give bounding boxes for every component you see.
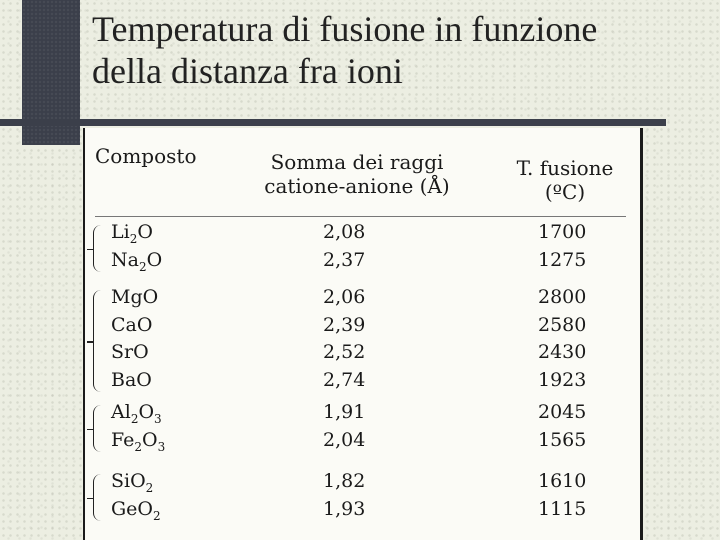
formula-element: O — [136, 368, 152, 391]
formula-element: Li — [111, 221, 130, 243]
title-rule — [0, 119, 666, 126]
header-divider — [95, 216, 626, 217]
formula-element: Al — [111, 401, 131, 423]
formula-subscript: 2 — [145, 480, 154, 495]
formula-subscript: 2 — [138, 259, 147, 274]
formula-subscript: 3 — [154, 411, 162, 426]
formula-subscript: 2 — [130, 411, 139, 426]
melting-temp-value: 1923 — [538, 368, 587, 391]
melting-temp-value: 1610 — [538, 470, 587, 492]
table-row — [93, 221, 633, 248]
table-row — [93, 369, 633, 396]
melting-temp-value: 2045 — [538, 401, 587, 423]
table-row — [93, 429, 633, 456]
table-row — [93, 498, 633, 525]
radius-sum-value: 2,04 — [323, 428, 366, 451]
formula-element: O — [142, 286, 159, 308]
table-row — [93, 470, 633, 497]
formula-element: Sr — [111, 341, 134, 363]
compound-group — [93, 286, 633, 396]
formula-subscript: 3 — [157, 439, 166, 454]
melting-point-table — [83, 128, 643, 540]
radius-sum-value: 2,52 — [323, 341, 366, 363]
formula-element: Ca — [111, 313, 137, 336]
formula-element: O — [138, 401, 155, 423]
formula-element: O — [133, 341, 149, 363]
melting-temp-value: 2800 — [538, 286, 587, 308]
header-radius-sum-line-2: catione-anione (Å) — [264, 174, 450, 198]
radius-sum-value: 1,82 — [323, 470, 366, 492]
compound-formula — [111, 221, 153, 246]
melting-temp-value: 1115 — [538, 497, 587, 520]
table-row — [93, 249, 633, 276]
compound-formula — [111, 498, 161, 523]
melting-temp-value: 1565 — [538, 428, 587, 451]
radius-sum-value: 1,93 — [323, 497, 366, 520]
formula-element: Fe — [111, 428, 135, 451]
header-melting-temp — [505, 156, 625, 204]
compound-group — [93, 470, 633, 525]
compound-formula — [111, 314, 152, 339]
table-row — [93, 341, 633, 368]
formula-element: Ba — [111, 368, 137, 391]
compound-formula — [111, 341, 149, 366]
melting-temp-value: 1275 — [538, 248, 587, 271]
formula-element: Na — [111, 248, 139, 271]
compound-formula — [111, 401, 162, 426]
compound-formula — [111, 470, 153, 495]
radius-sum-value: 2,39 — [323, 313, 366, 336]
header-melting-temp-line-1: T. fusione — [516, 156, 614, 180]
formula-subscript: 2 — [134, 439, 143, 454]
header-radius-sum-line-1: Somma dei raggi — [270, 150, 444, 174]
formula-element: O — [136, 313, 153, 336]
slide-title-line-1: Temperatura di fusione in funzione — [92, 9, 598, 49]
slide-title — [92, 8, 597, 92]
formula-element: Si — [111, 470, 131, 492]
header-melting-temp-line-2: (ºC) — [544, 180, 586, 204]
radius-sum-value: 2,08 — [323, 221, 366, 243]
slide-title-line-2: della distanza fra ioni — [92, 51, 403, 91]
melting-temp-value: 2580 — [538, 313, 587, 336]
formula-subscript: 2 — [129, 231, 138, 246]
formula-element: Mg — [111, 286, 143, 308]
formula-element: O — [137, 221, 153, 243]
compound-formula — [111, 249, 162, 274]
compound-group — [93, 401, 633, 456]
melting-temp-value: 2430 — [538, 341, 587, 363]
compound-formula — [111, 286, 158, 311]
header-compound: Composto — [95, 144, 197, 168]
formula-element: Ge — [111, 497, 138, 520]
formula-element: O — [137, 497, 153, 520]
melting-temp-value: 1700 — [538, 221, 587, 243]
formula-element: O — [146, 248, 163, 271]
formula-element: O — [130, 470, 146, 492]
radius-sum-value: 2,06 — [323, 286, 366, 308]
formula-subscript: 2 — [153, 508, 161, 523]
table-row — [93, 286, 633, 313]
radius-sum-value: 2,74 — [323, 368, 366, 391]
radius-sum-value: 2,37 — [323, 248, 366, 271]
table-row — [93, 314, 633, 341]
compound-formula — [111, 369, 152, 394]
header-radius-sum — [257, 150, 457, 198]
compound-group — [93, 221, 633, 276]
table-row — [93, 401, 633, 428]
formula-element: O — [142, 428, 158, 451]
compound-formula — [111, 429, 165, 454]
radius-sum-value: 1,91 — [323, 401, 366, 423]
